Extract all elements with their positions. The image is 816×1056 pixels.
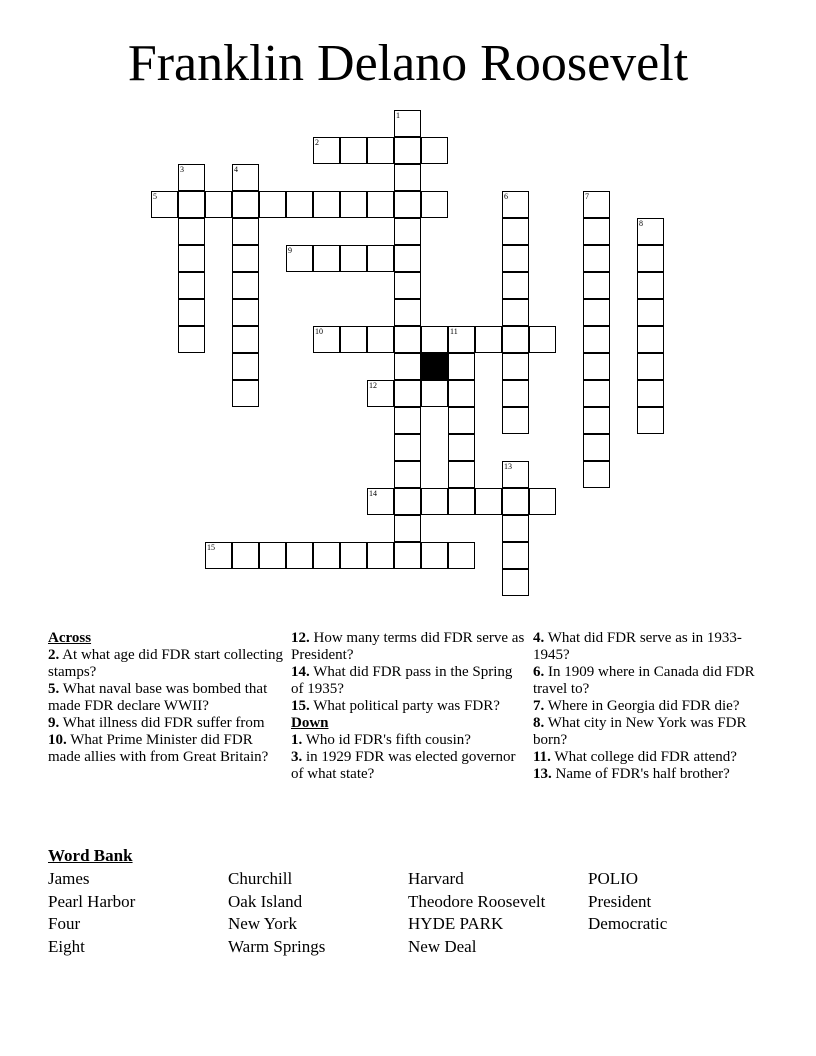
across-clue-list — [48, 647, 284, 766]
grid-cell[interactable] — [394, 488, 421, 515]
grid-cell[interactable] — [286, 245, 313, 272]
word-bank-item: Democratic — [588, 914, 668, 934]
grid-cell[interactable] — [340, 542, 367, 569]
grid-cell[interactable] — [205, 542, 232, 569]
clue-number: 7. — [533, 698, 545, 714]
clue-number: 13. — [533, 766, 552, 782]
grid-cell[interactable] — [502, 245, 529, 272]
grid-cell[interactable] — [502, 299, 529, 326]
grid-cell[interactable] — [232, 542, 259, 569]
clue-text: At what age did FDR start collecting stamps? — [48, 647, 283, 680]
word-bank-item: James — [48, 869, 90, 888]
clue-number: 5 — [153, 192, 157, 201]
clue-number: 10. — [48, 732, 67, 748]
grid-cell[interactable] — [367, 191, 394, 218]
grid-cell[interactable] — [448, 380, 475, 407]
grid-cell[interactable] — [313, 326, 340, 353]
clue-text: Name of FDR's half brother? — [555, 766, 730, 782]
across-heading: Across — [48, 630, 92, 646]
grid-cell[interactable] — [232, 272, 259, 299]
clue — [48, 715, 284, 732]
grid-cell[interactable] — [583, 353, 610, 380]
word-bank-item: HYDE PARK — [408, 914, 504, 934]
grid-cell[interactable] — [340, 137, 367, 164]
grid-cell[interactable] — [475, 488, 502, 515]
clue-number: 6. — [533, 664, 545, 680]
clue-number: 10 — [315, 327, 323, 336]
clue-text: In 1909 where in Canada did FDR travel to? — [533, 664, 755, 697]
grid-cell[interactable] — [502, 272, 529, 299]
grid-cell[interactable] — [178, 326, 205, 353]
grid-cell[interactable] — [421, 326, 448, 353]
word-bank-heading: Word Bank — [48, 846, 133, 865]
clue-number: 3. — [291, 749, 303, 765]
grid-cell[interactable] — [394, 353, 421, 380]
grid-cell[interactable] — [448, 461, 475, 488]
word-bank-item: President — [588, 891, 652, 911]
grid-cell[interactable] — [583, 191, 610, 218]
clue — [533, 664, 769, 698]
grid-cell[interactable] — [313, 245, 340, 272]
grid-cell[interactable] — [178, 272, 205, 299]
clue-number: 14. — [291, 664, 310, 680]
grid-cell[interactable] — [583, 299, 610, 326]
grid-cell[interactable] — [394, 218, 421, 245]
grid-cell[interactable] — [340, 245, 367, 272]
clue-number: 6 — [504, 192, 508, 201]
grid-cell[interactable] — [151, 191, 178, 218]
grid-cell[interactable] — [394, 407, 421, 434]
word-bank-item: Warm Springs — [228, 937, 326, 957]
grid-cell[interactable] — [637, 326, 664, 353]
down-clue-list-continued — [533, 630, 769, 783]
clue-number: 11. — [533, 749, 551, 765]
grid-cell[interactable] — [394, 191, 421, 218]
grid-cell[interactable] — [340, 191, 367, 218]
clue-number: 4 — [234, 165, 238, 174]
grid-cell[interactable] — [367, 380, 394, 407]
grid-cell[interactable] — [637, 380, 664, 407]
grid-cell[interactable] — [394, 299, 421, 326]
clue-text: in 1929 FDR was elected governor of what state? — [291, 749, 516, 782]
word-bank-item: Eight — [48, 937, 85, 957]
grid-cell[interactable] — [367, 488, 394, 515]
clue-text: What city in New York was FDR born? — [533, 715, 747, 748]
grid-cell[interactable] — [394, 245, 421, 272]
grid-cell[interactable] — [583, 380, 610, 407]
clue-number: 3 — [180, 165, 184, 174]
grid-cell[interactable] — [232, 218, 259, 245]
grid-cell[interactable] — [421, 137, 448, 164]
word-bank-item: Theodore Roosevelt — [408, 891, 546, 911]
grid-cell[interactable] — [286, 191, 313, 218]
clue-number: 5. — [48, 681, 60, 697]
clue-number: 9 — [288, 246, 292, 255]
clue-text: What did FDR serve as in 1933-1945? — [533, 630, 742, 663]
word-bank-item: New Deal — [408, 937, 477, 957]
down-clue-list — [291, 732, 527, 783]
clue-text: What political party was FDR? — [313, 698, 500, 714]
grid-cell[interactable] — [178, 245, 205, 272]
clue-number: 2 — [315, 138, 319, 147]
word-bank-item: Pearl Harbor — [48, 891, 136, 911]
clue — [533, 715, 769, 749]
clue-text: What Prime Minister did FDR made allies with from Great Britain? — [48, 732, 269, 765]
grid-cell[interactable] — [232, 245, 259, 272]
grid-cell[interactable] — [394, 110, 421, 137]
grid-cell[interactable] — [637, 407, 664, 434]
grid-cell[interactable] — [502, 461, 529, 488]
grid-cell[interactable] — [583, 218, 610, 245]
grid-cell[interactable] — [475, 326, 502, 353]
word-bank-item: Oak Island — [228, 891, 303, 911]
clue — [533, 766, 769, 783]
clue-number: 2. — [48, 647, 60, 663]
clue-number: 1 — [396, 111, 400, 120]
grid-cell[interactable] — [583, 326, 610, 353]
grid-cell[interactable] — [394, 137, 421, 164]
clue-text: What did FDR pass in the Spring of 1935? — [291, 664, 513, 697]
clue-text: What illness did FDR suffer from — [62, 715, 265, 731]
word-bank-item: POLIO — [588, 869, 639, 888]
grid-cell[interactable] — [340, 326, 367, 353]
grid-cell[interactable] — [448, 434, 475, 461]
grid-cell[interactable] — [205, 191, 232, 218]
clue — [48, 681, 284, 715]
clue-number: 15. — [291, 698, 310, 714]
grid-cell[interactable] — [232, 191, 259, 218]
clue-number: 12 — [369, 381, 377, 390]
grid-cell[interactable] — [394, 542, 421, 569]
grid-cell[interactable] — [367, 542, 394, 569]
grid-cell[interactable] — [502, 191, 529, 218]
grid-cell[interactable] — [394, 380, 421, 407]
grid-cell[interactable] — [421, 191, 448, 218]
grid-cell[interactable] — [502, 569, 529, 596]
grid-cell[interactable] — [502, 353, 529, 380]
grid-cell[interactable] — [394, 434, 421, 461]
clue — [291, 664, 527, 698]
grid-cell[interactable] — [421, 542, 448, 569]
grid-cell[interactable] — [637, 299, 664, 326]
grid-cell[interactable] — [448, 488, 475, 515]
grid-cell[interactable] — [502, 488, 529, 515]
clue — [533, 749, 769, 766]
grid-cell[interactable] — [394, 326, 421, 353]
grid-cell[interactable] — [394, 272, 421, 299]
grid-cell[interactable] — [583, 461, 610, 488]
grid-cell[interactable] — [448, 326, 475, 353]
clue — [291, 732, 527, 749]
grid-cell[interactable] — [259, 191, 286, 218]
grid-cell[interactable] — [232, 299, 259, 326]
clue-number: 13 — [504, 462, 512, 471]
grid-cell[interactable] — [421, 380, 448, 407]
clue-number: 9. — [48, 715, 60, 731]
grid-cell[interactable] — [232, 380, 259, 407]
clue-number: 8 — [639, 219, 643, 228]
grid-cell[interactable] — [178, 218, 205, 245]
grid-cell[interactable] — [637, 353, 664, 380]
grid-cell[interactable] — [583, 434, 610, 461]
clue-number: 12. — [291, 630, 310, 646]
grid-cell[interactable] — [313, 542, 340, 569]
grid-cell[interactable] — [178, 299, 205, 326]
clues-column-1 — [48, 630, 284, 766]
grid-cell[interactable] — [367, 245, 394, 272]
clue — [533, 698, 769, 715]
grid-cell[interactable] — [583, 407, 610, 434]
grid-cell[interactable] — [583, 272, 610, 299]
grid-cell[interactable] — [637, 245, 664, 272]
clue-number: 11 — [450, 327, 458, 336]
grid-cell[interactable] — [502, 218, 529, 245]
grid-cell[interactable] — [394, 164, 421, 191]
clue — [291, 749, 527, 783]
page-title: Franklin Delano Roosevelt — [127, 35, 689, 92]
grid-cell[interactable] — [448, 407, 475, 434]
clue-number: 1. — [291, 732, 303, 748]
grid-cell[interactable] — [502, 515, 529, 542]
grid-cell[interactable] — [178, 164, 205, 191]
clue-number: 4. — [533, 630, 545, 646]
clues-column-3 — [533, 630, 769, 783]
clue — [533, 630, 769, 664]
grid-cell[interactable] — [637, 272, 664, 299]
clue-number: 7 — [585, 192, 589, 201]
grid-cell[interactable] — [502, 542, 529, 569]
word-bank-item: Four — [48, 914, 81, 934]
grid-cell[interactable] — [421, 488, 448, 515]
grid-cell[interactable] — [529, 326, 556, 353]
clue-text: Where in Georgia did FDR die? — [547, 698, 740, 714]
grid-cell[interactable] — [313, 137, 340, 164]
clue — [291, 698, 527, 715]
down-heading: Down — [291, 715, 329, 731]
grid-cell[interactable] — [367, 326, 394, 353]
grid-cell[interactable] — [232, 164, 259, 191]
clues-column-2 — [291, 630, 527, 783]
word-bank-item: New York — [228, 914, 297, 934]
grid-cell[interactable] — [448, 353, 475, 380]
grid-cell[interactable] — [259, 542, 286, 569]
grid-cell[interactable] — [232, 353, 259, 380]
grid-cell[interactable] — [502, 326, 529, 353]
grid-cell[interactable] — [232, 326, 259, 353]
grid-cell[interactable] — [529, 488, 556, 515]
clue — [48, 647, 284, 681]
word-bank-item: Harvard — [408, 869, 464, 888]
grid-cell[interactable] — [178, 191, 205, 218]
grid-cell[interactable] — [637, 218, 664, 245]
black-cell — [421, 353, 448, 380]
word-bank — [48, 868, 768, 959]
clue-text: How many terms did FDR serve as President? — [291, 630, 525, 663]
across-clue-list-continued — [291, 630, 527, 715]
clue-number: 8. — [533, 715, 545, 731]
clue — [291, 630, 527, 664]
clue-number: 15 — [207, 543, 215, 552]
grid-cell[interactable] — [583, 245, 610, 272]
grid-cell[interactable] — [313, 191, 340, 218]
word-bank-item: Churchill — [228, 869, 293, 888]
clue-number: 14 — [369, 489, 377, 498]
clue-text: Who id FDR's fifth cousin? — [305, 732, 471, 748]
grid-cell[interactable] — [502, 407, 529, 434]
grid-cell[interactable] — [394, 461, 421, 488]
grid-cell[interactable] — [286, 542, 313, 569]
clue-text: What college did FDR attend? — [554, 749, 737, 765]
grid-cell[interactable] — [367, 137, 394, 164]
clue — [48, 732, 284, 766]
clue-text: What naval base was bombed that made FDR declare WWII? — [48, 681, 268, 714]
grid-cell[interactable] — [502, 380, 529, 407]
grid-cell[interactable] — [394, 515, 421, 542]
grid-cell[interactable] — [448, 542, 475, 569]
